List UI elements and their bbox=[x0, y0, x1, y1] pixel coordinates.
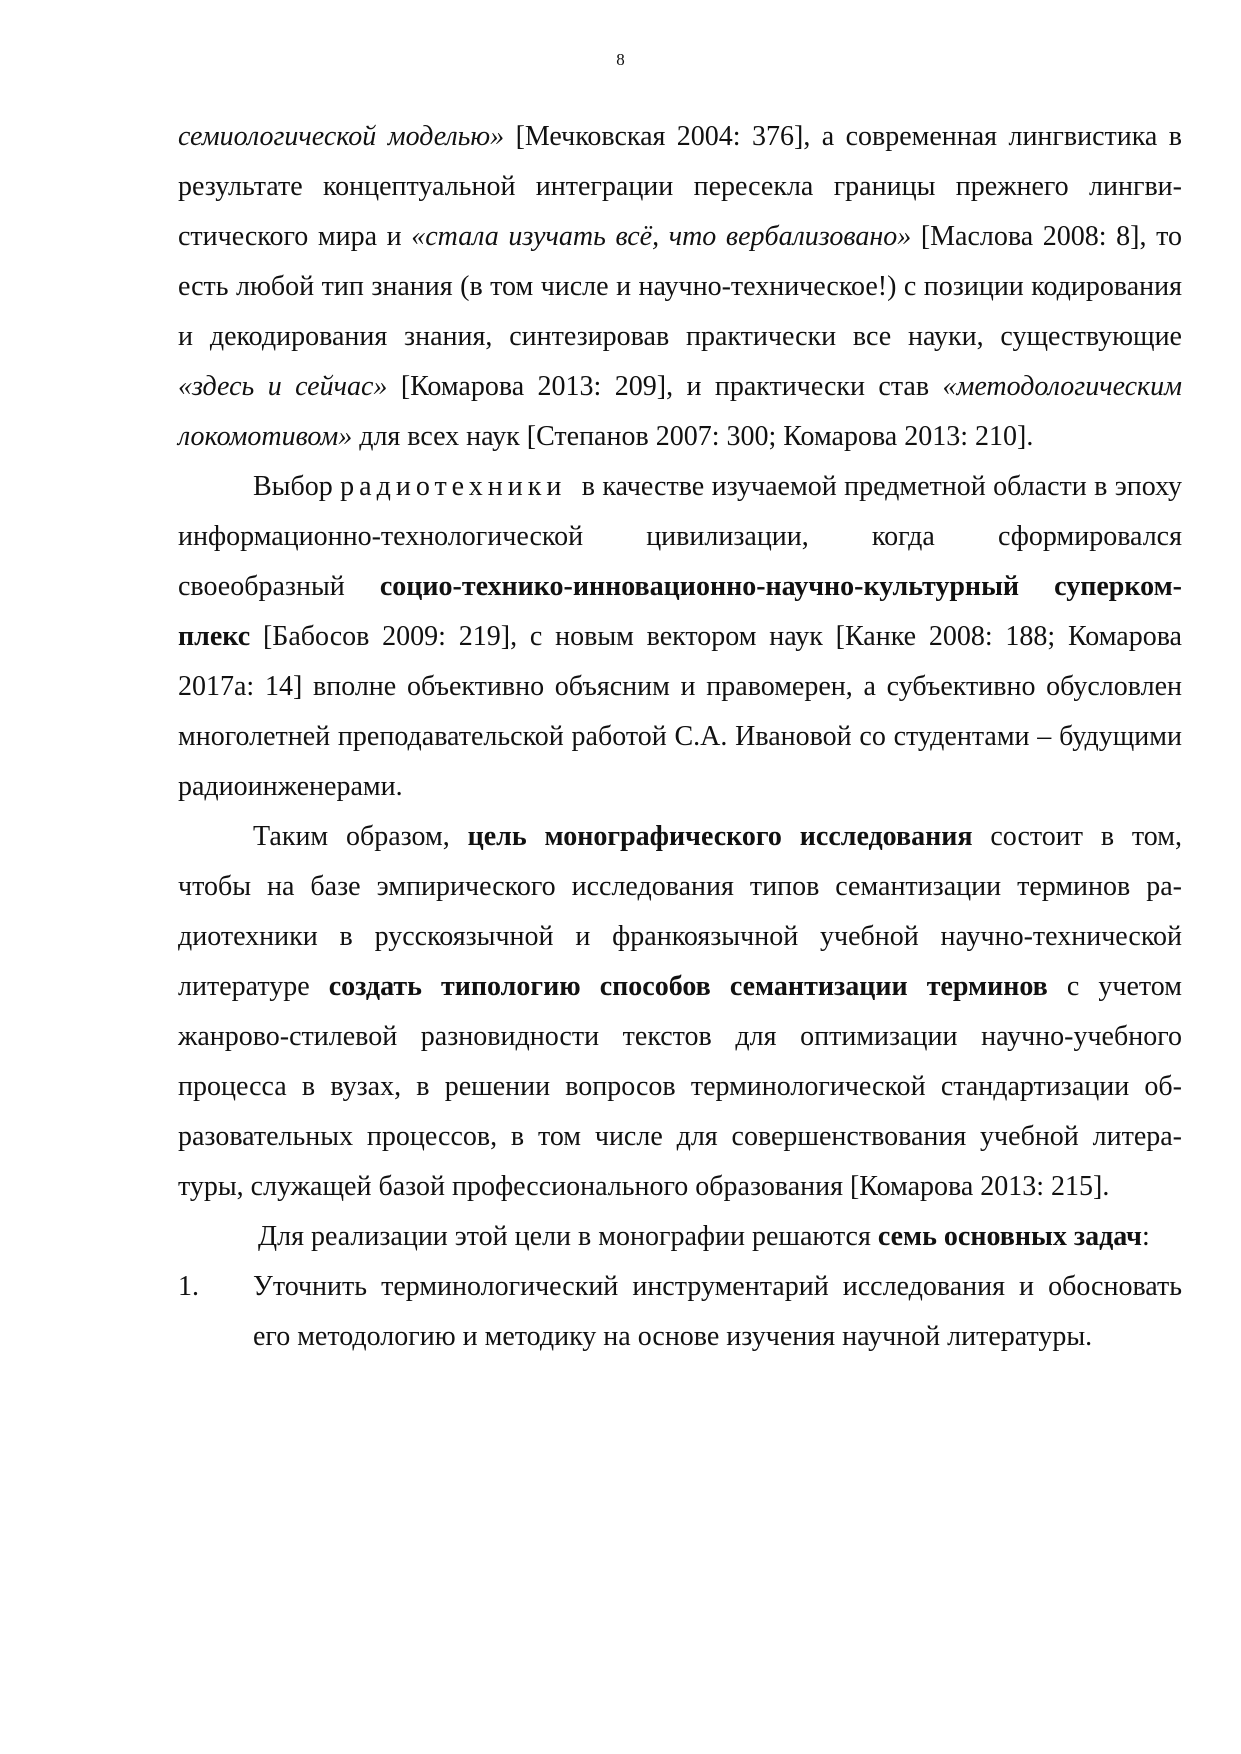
citation-italic: «методологическим локомотивом» bbox=[178, 371, 1183, 452]
citation-italic: «здесь и сейчас» bbox=[178, 371, 388, 402]
list-item bbox=[178, 1262, 1182, 1362]
spaced-term: радиотехники bbox=[340, 471, 567, 502]
paragraph-1: семиологической моделью» [Мечковская 2004: 376], а современная лингвистика в результате концептуальной интеграции пересекла границы прежнего лингвистического мира и «стала изучать всё, что вербализовано» [Маслова 2008: 8], то есть любой тип знания (в том числе и научно-техническое!) с позиции кодирования и декодирования знания, синтезировав практически все науки, существующие «здесь и сейчас» [Комарова 2013: 209], и практически став «методологическим локомотивом» для всех наук [Степанов 2007: 300; Комарова 2013: 210]. bbox=[178, 121, 1183, 452]
paragraph-2: Выбор радиотехники в качестве изучаемой предметной области в эпоху информационно-технологической цивилизации, когда сформировался своеобразный социо-технико-инновационно-научно-культурный суперкомплекс [Бабосов 2009: 219], с новым вектором наук [Канке 2008: 188; Комарова 2017а: 14] вполне объективно объясним и правомерен, а субъективно обусловлен многолетней преподавательской работой С.А. Ивановой со студентами – будущими радиоинженерами. bbox=[178, 471, 1183, 802]
list-text: Уточнить терминологический инструментарий исследования и обосновать его методологию и методику на основе изучения научной литературы. bbox=[253, 1271, 1182, 1352]
list-number: 1. bbox=[178, 1271, 199, 1302]
page-number: 8 bbox=[616, 50, 625, 69]
bold-term: создать типологию способов семантизации терминов bbox=[328, 971, 1048, 1002]
paragraph-4: Для реализации этой цели в монографии решаются семь основных задач: bbox=[258, 1221, 1150, 1252]
bold-term: социо-технико-инновационно-научно-культурный суперкомплекс bbox=[178, 571, 1182, 652]
citation-italic: «стала изучать всё, что вербализовано» bbox=[411, 221, 912, 252]
citation-italic: семиологической моделью» bbox=[178, 121, 505, 152]
bold-term: цель монографического исследования bbox=[467, 821, 973, 852]
bold-term: семь основных задач bbox=[877, 1221, 1142, 1252]
body-text bbox=[178, 112, 1182, 1362]
paragraph-3: Таким образом, цель монографического исследования состоит в том, чтобы на базе эмпирического исследования типов семантизации терминов радиотехники в русскоязычной и франкоязычной учебной научно-технической литературе создать типологию способов семантизации терминов с учетом жанрово-стилевой разновидности текстов для оптимизации научно-учебного процесса в вузах, в решении вопросов терминологической стандартизации образовательных процессов, в том числе для совершенствования учебной литературы, служащей базой профессионального образования [Комарова 2013: 215]. bbox=[178, 821, 1182, 1202]
